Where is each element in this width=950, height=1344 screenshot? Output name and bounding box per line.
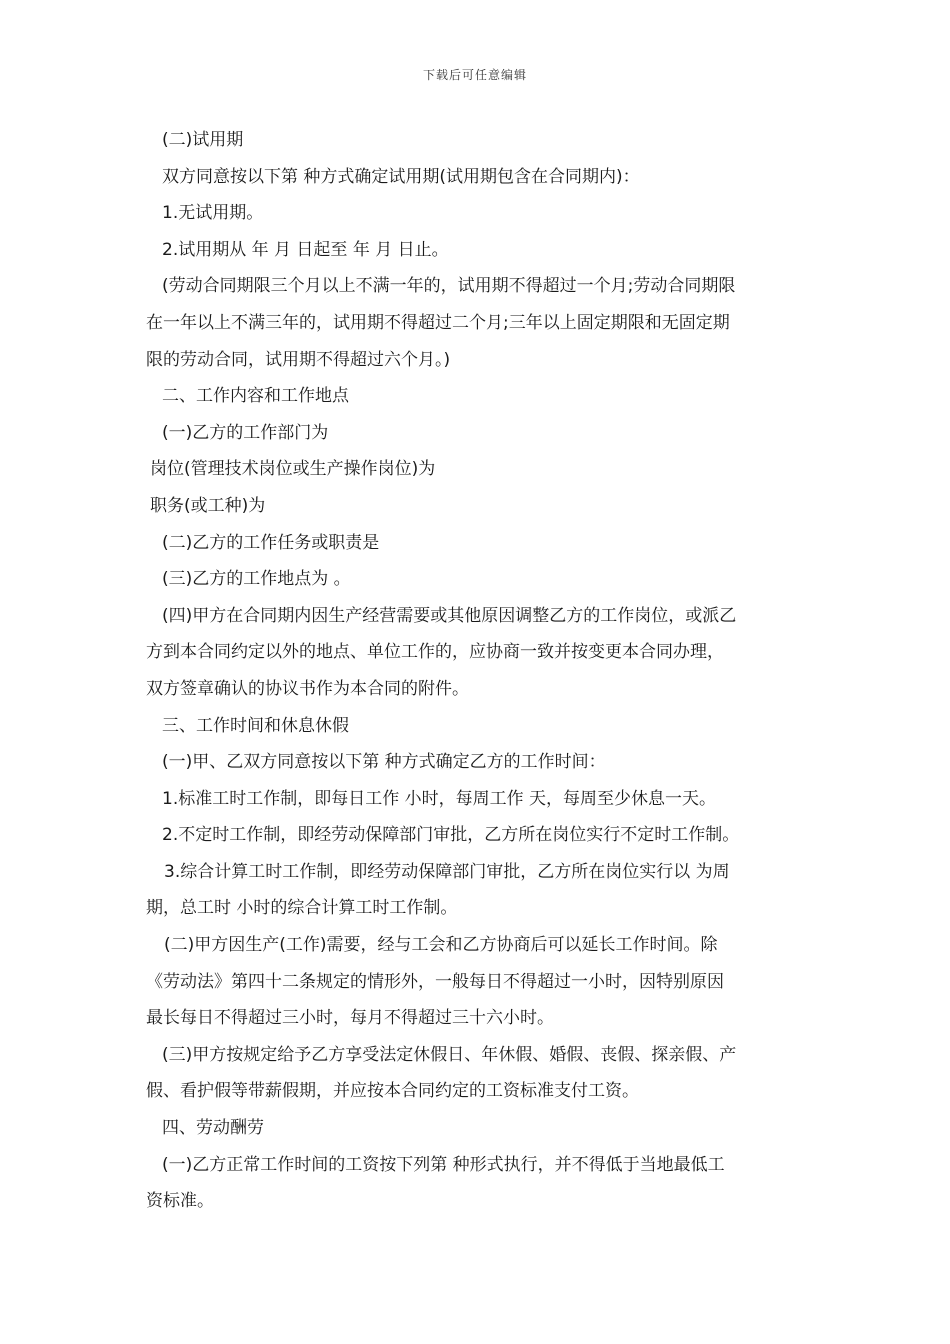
document-body	[146, 122, 814, 1220]
paragraph-line: (一)乙方的工作部门为	[162, 422, 329, 443]
paragraph-line: 岗位(管理技术岗位或生产操作岗位)为	[150, 459, 436, 480]
paragraph-line: 2.试用期从 年 月 日起至 年 月 日止。	[162, 239, 449, 260]
paragraph-line: 1.无试用期。	[162, 203, 264, 224]
paragraph-line: 双方签章确认的协议书作为本合同的附件。	[146, 678, 469, 699]
paragraph-line: 资标准。	[146, 1191, 214, 1212]
paragraph-line: (一)甲、乙双方同意按以下第 种方式确定乙方的工作时间：	[162, 752, 606, 773]
paragraph-line: (四)甲方在合同期内因生产经营需要或其他原因调整乙方的工作岗位，或派乙	[162, 605, 737, 626]
paragraph-line: 最长每日不得超过三小时，每月不得超过三十六小时。	[146, 1008, 554, 1029]
section-heading: 四、劳动酬劳	[162, 1118, 264, 1139]
paragraph-line: (劳动合同期限三个月以上不满一年的，试用期不得超过一个月;劳动合同期限	[162, 276, 736, 297]
paragraph-line: (一)乙方正常工作时间的工资按下列第 种形式执行，并不得低于当地最低工	[162, 1154, 725, 1175]
paragraph-line: 在一年以上不满三年的，试用期不得超过二个月;三年以上固定期限和无固定期	[146, 312, 730, 333]
paragraph-line: (二)乙方的工作任务或职责是	[162, 532, 380, 553]
paragraph-line: 2.不定时工作制，即经劳动保障部门审批，乙方所在岗位实行不定时工作制。	[162, 825, 740, 846]
paragraph-line: 方到本合同约定以外的地点、单位工作的，应协商一致并按变更本合同办理，	[146, 642, 724, 663]
paragraph-line: 限的劳动合同，试用期不得超过六个月。)	[146, 349, 451, 370]
paragraph-line: 《劳动法》第四十二条规定的情形外，一般每日不得超过一小时，因特别原因	[146, 971, 724, 992]
paragraph-line: 3.综合计算工时工作制，即经劳动保障部门审批，乙方所在岗位实行以 为周	[164, 861, 730, 882]
paragraph-line: (三)乙方的工作地点为 。	[162, 569, 351, 590]
page-header: 下载后可任意编辑	[422, 68, 527, 82]
paragraph-line: (三)甲方按规定给予乙方享受法定休假日、年休假、婚假、丧假、探亲假、产	[162, 1044, 737, 1065]
section-heading: 二、工作内容和工作地点	[162, 386, 349, 407]
paragraph-line: (二)试用期	[162, 130, 244, 150]
section-heading: 三、工作时间和休息休假	[162, 715, 349, 736]
paragraph-line: 双方同意按以下第 种方式确定试用期(试用期包含在合同期内)：	[162, 166, 640, 187]
paragraph-line: 假、看护假等带薪假期，并应按本合同约定的工资标准支付工资。	[146, 1081, 639, 1102]
paragraph-line: 期，总工时 小时的综合计算工时工作制。	[146, 898, 458, 919]
paragraph-line: 1.标准工时工作制，即每日工作 小时，每周工作 天，每周至少休息一天。	[162, 788, 717, 809]
paragraph-line: (二)甲方因生产(工作)需要，经与工会和乙方协商后可以延长工作时间。除	[164, 935, 718, 956]
paragraph-line: 职务(或工种)为	[150, 495, 266, 516]
